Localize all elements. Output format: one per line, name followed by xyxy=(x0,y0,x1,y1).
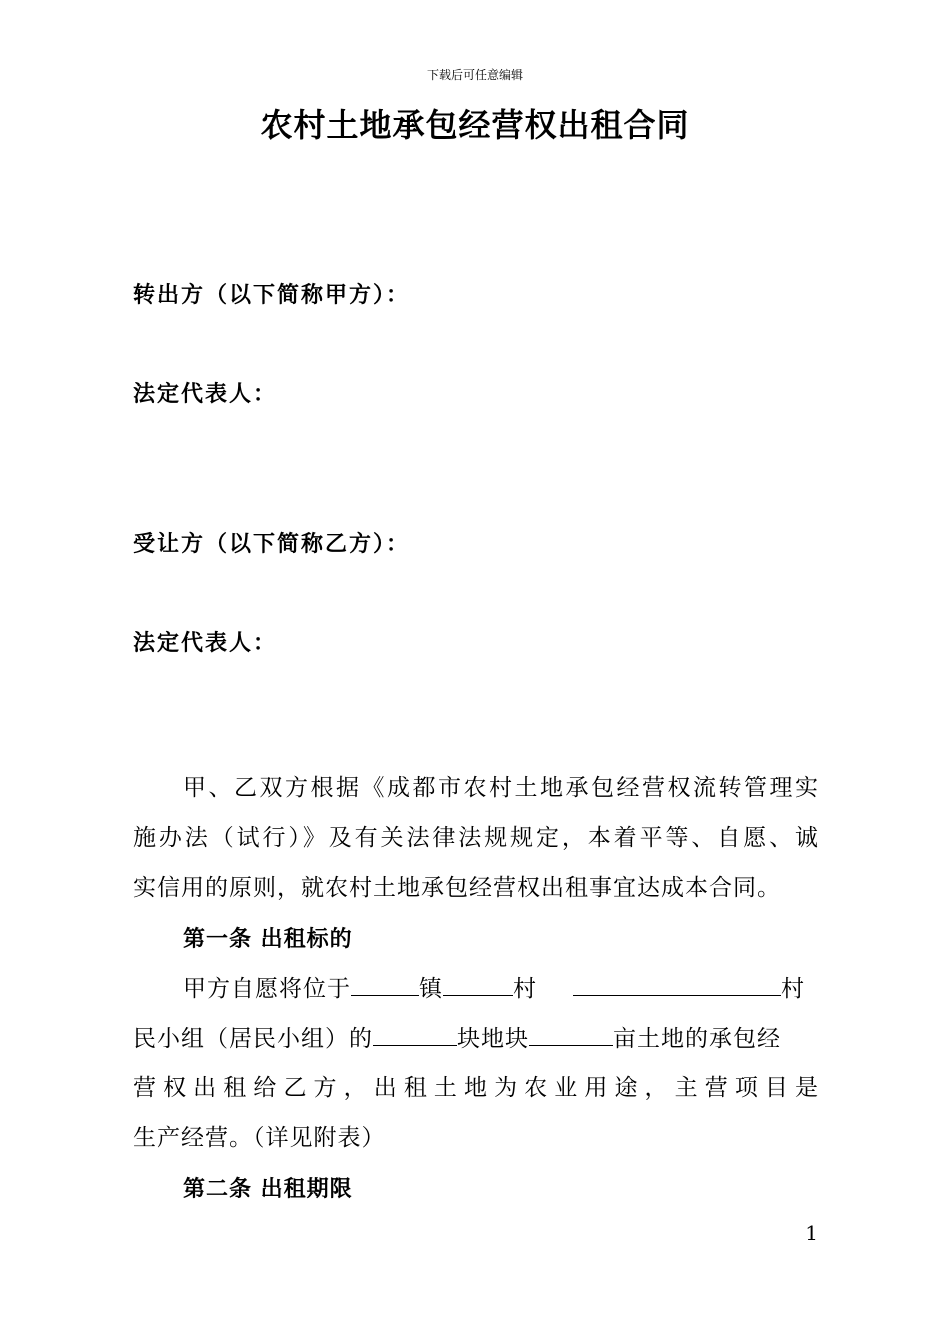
town-blank xyxy=(351,973,419,996)
article-1-text-f: 块地块 xyxy=(457,1026,529,1052)
party-a-label: 转出方（以下简称甲方）： xyxy=(133,282,411,308)
article-1-text-c: 村 xyxy=(513,976,537,1002)
village-blank xyxy=(443,973,513,996)
article-1-line-1 xyxy=(183,973,823,1004)
article-1-heading: 第一条 出租标的 xyxy=(183,926,353,952)
group-blank xyxy=(573,973,781,996)
document-title: 农村土地承包经营权出租合同 xyxy=(260,106,690,144)
article-1-text-g: 亩土地的承包经 xyxy=(613,1026,781,1052)
article-1-text-e: 民小组（居民小组）的 xyxy=(133,1026,373,1052)
preamble-line-2: 施办法（试行）》及有关法律法规规定，本着平等、自愿、诚 xyxy=(133,825,819,851)
article-1-text-a: 甲方自愿将位于 xyxy=(183,976,351,1002)
article-1-line-2 xyxy=(133,1023,819,1054)
party-b-label: 受让方（以下简称乙方）： xyxy=(133,531,411,557)
party-a-rep-label: 法定代表人： xyxy=(133,381,278,407)
preamble-line-1: 甲、乙双方根据《成都市农村土地承包经营权流转管理实 xyxy=(183,775,819,801)
plot-count-blank xyxy=(373,1023,457,1046)
area-blank xyxy=(529,1023,613,1046)
header-note: 下载后可任意编辑 xyxy=(426,68,523,82)
article-1-text-d: 村 xyxy=(781,976,805,1002)
article-1-text-b: 镇 xyxy=(419,976,443,1002)
article-2-heading: 第二条 出租期限 xyxy=(183,1176,353,1202)
article-1-line-4: 生产经营。（详见附表） xyxy=(133,1125,386,1151)
preamble-line-3: 实信用的原则，就农村土地承包经营权出租事宜达成本合同。 xyxy=(133,875,781,901)
article-1-line-3: 营权出租给乙方，出租土地为农业用途，主营项目是 xyxy=(133,1075,819,1101)
party-b-rep-label: 法定代表人： xyxy=(133,630,278,656)
page-number: 1 xyxy=(805,1221,818,1245)
